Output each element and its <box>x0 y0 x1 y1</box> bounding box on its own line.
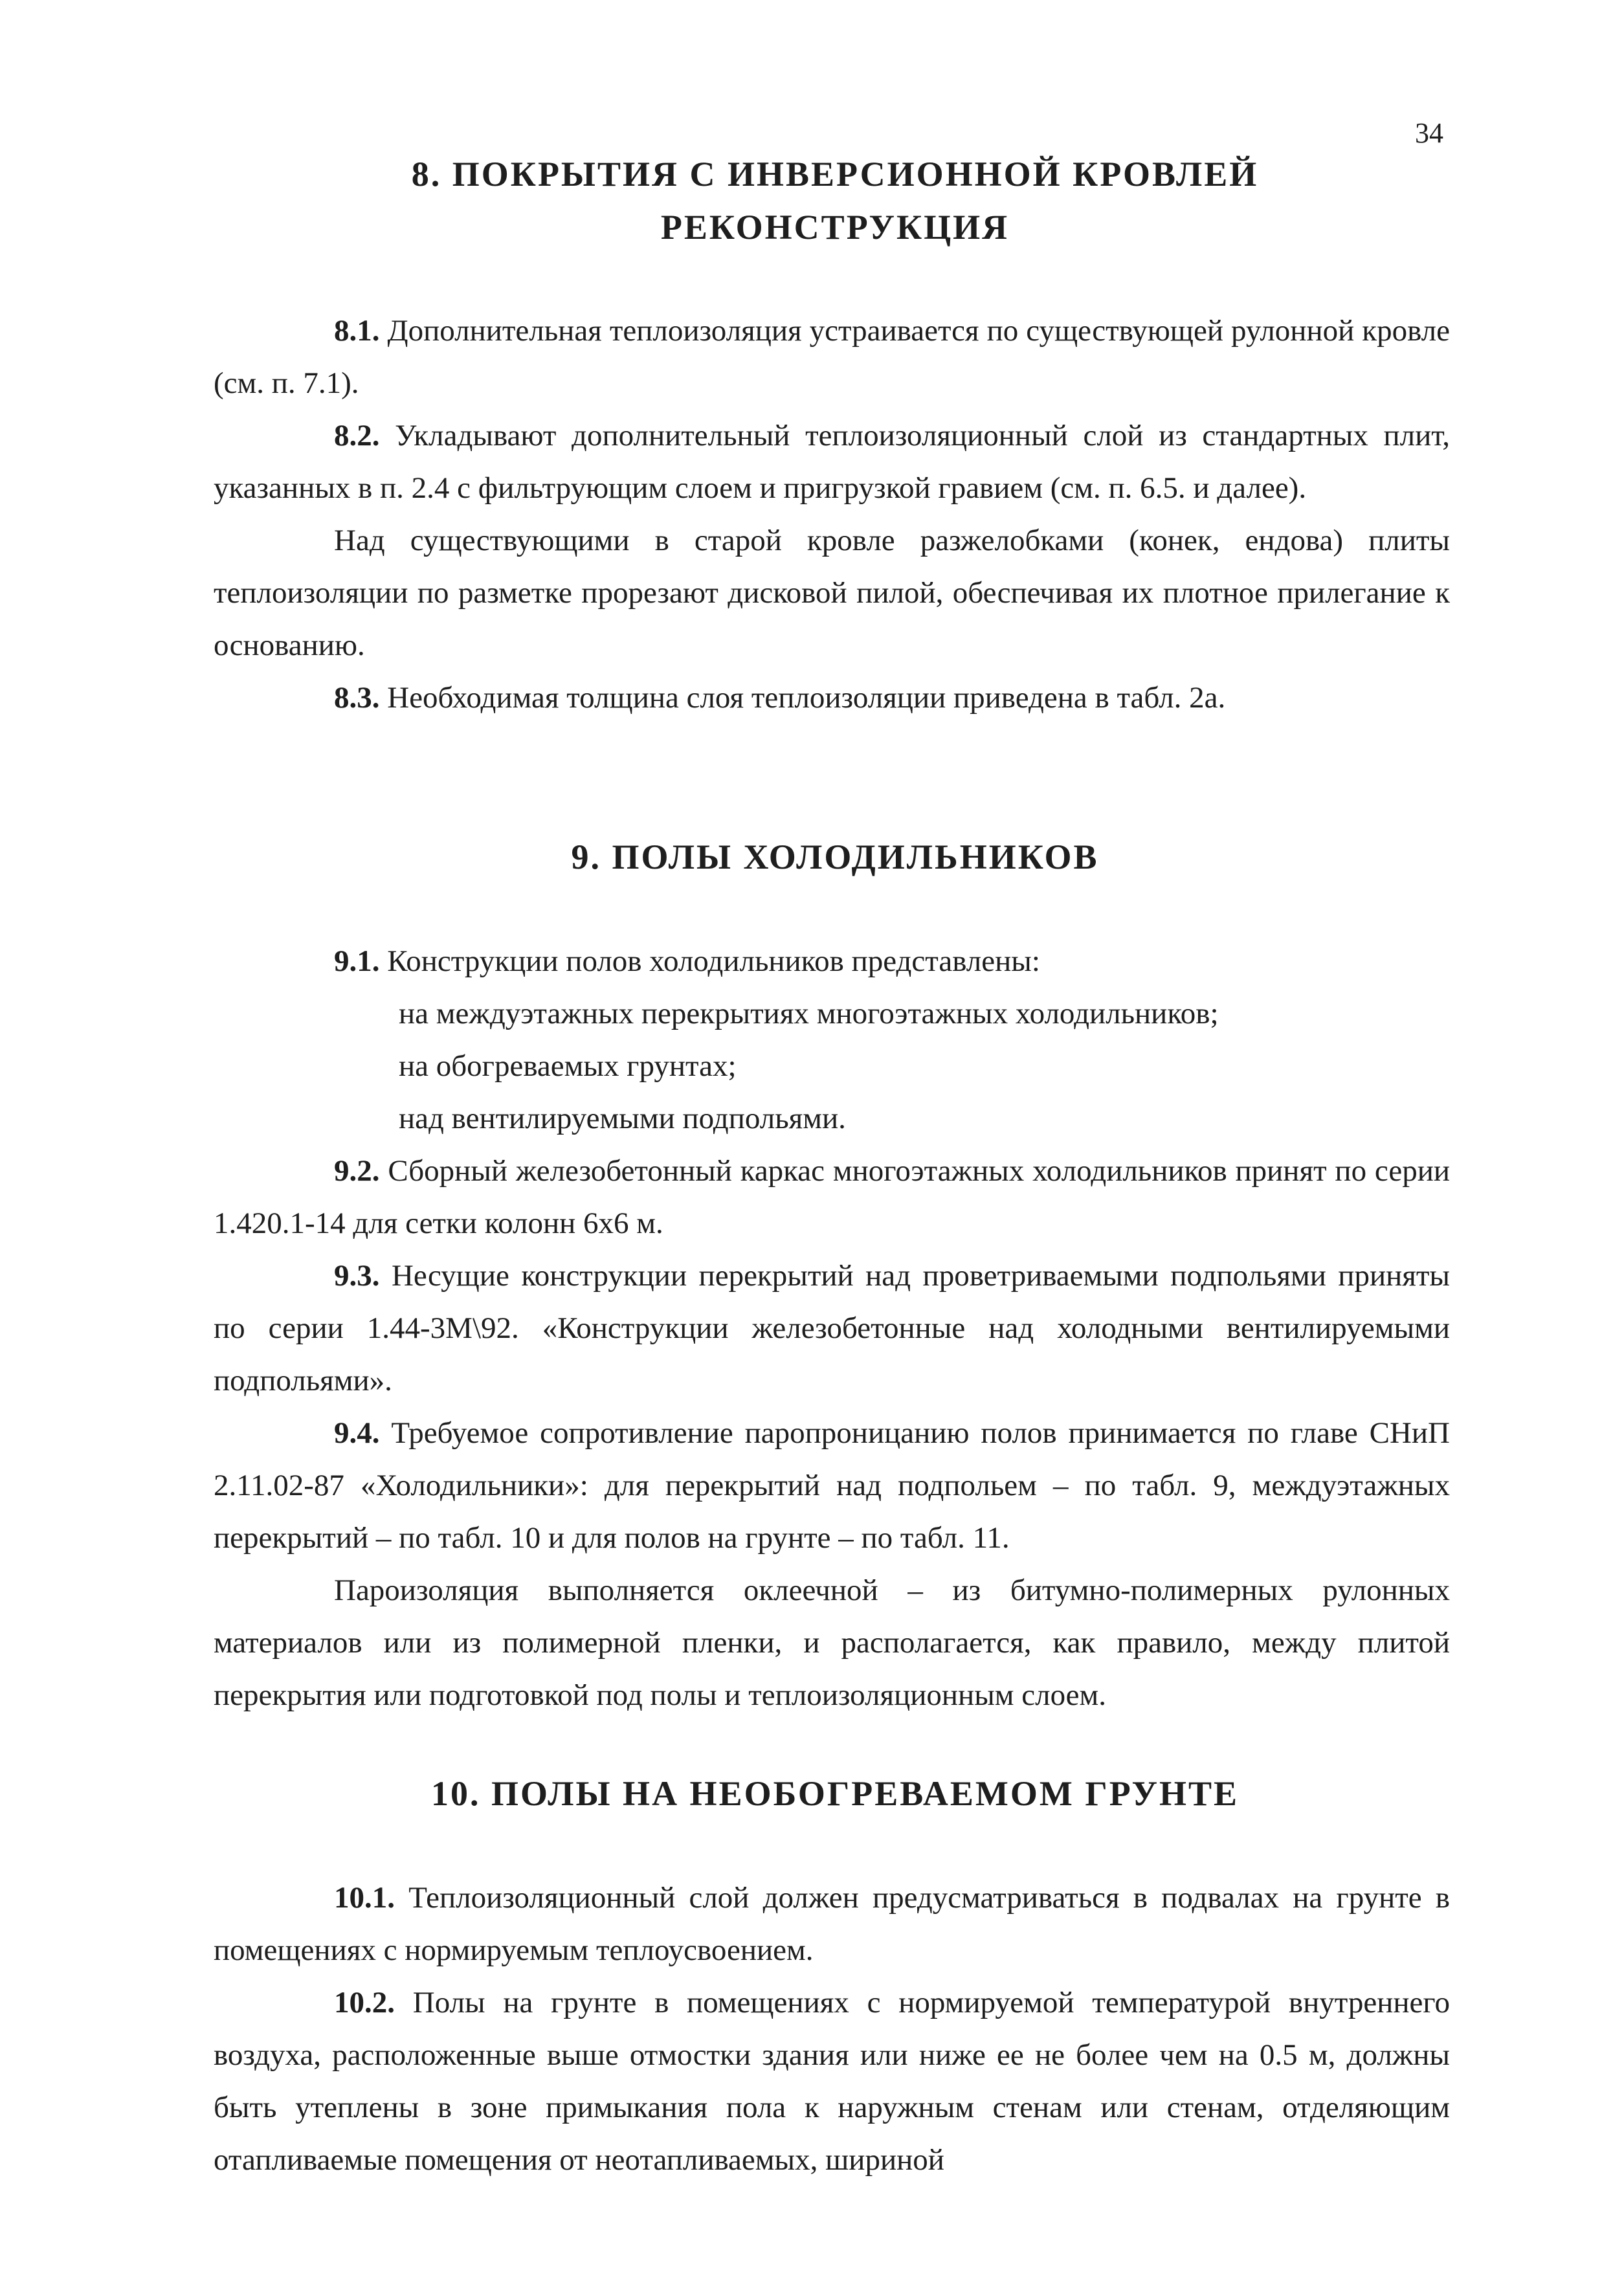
paragraph-9-1 <box>214 935 1450 988</box>
section-8-heading <box>214 148 1456 254</box>
paragraph-8-2-continued <box>214 515 1450 672</box>
paragraph-text: Несущие конструкции перекрытий над проветриваемыми подпольями приняты по серии 1.44-3М\92. «Конструкции железобетонные над холодными вентилируемыми подпольями». <box>214 1259 1451 1397</box>
paragraph-number: 8.1. <box>334 314 380 348</box>
section-8-title-line1: 8. ПОКРЫТИЯ С ИНВЕРСИОННОЙ КРОВЛЕЙ <box>411 155 1259 194</box>
paragraph-text: Укладывают дополнительный теплоизоляционный слой из стандартных плит, указанных в п. 2.4 с фильтрующим слоем и пригрузкой гравием (см. п. 6.5. и далее). <box>214 419 1451 505</box>
paragraph-number: 9.2. <box>334 1154 380 1188</box>
paragraph-10-1 <box>214 1872 1450 1977</box>
section-9-body <box>214 935 1450 1722</box>
section-10-heading: 10. ПОЛЫ НА НЕОБОГРЕВАЕМОМ ГРУНТЕ <box>430 1774 1240 1813</box>
paragraph-9-4 <box>214 1407 1450 1564</box>
paragraph-text: Требуемое сопротивление паропроницанию полов принимается по главе СНиП 2.11.02-87 «Холодильники»: для перекрытий над подпольем – по табл. 9, междуэтажных перекрытий – по табл. 10 и для полов на грунте – по табл. 11. <box>214 1416 1451 1555</box>
paragraph-text: Пароизоляция выполняется оклеечной – из битумно-полимерных рулонных материалов или из полимерной пленки, и располагается, как правило, между плитой перекрытия или подготовкой под полы и теплоизоляционным слоем. <box>214 1573 1450 1712</box>
list-item: над вентилируемыми подпольями. <box>399 1102 846 1135</box>
paragraph-text: Необходимая толщина слоя теплоизоляции приведена в табл. 2а. <box>387 681 1226 715</box>
list-item: на обогреваемых грунтах; <box>399 1049 737 1083</box>
paragraph-number: 8.3. <box>334 681 380 715</box>
page-number: 34 <box>1415 117 1443 149</box>
paragraph-text: Над существующими в старой кровле разжелобками (конек, ендова) плиты теплоизоляции по разметке прорезают дисковой пилой, обеспечивая их плотное прилегание к основанию. <box>214 524 1450 662</box>
paragraph-number: 8.2. <box>334 419 380 452</box>
paragraph-10-2 <box>214 1977 1450 2186</box>
paragraph-number: 9.1. <box>334 944 380 978</box>
section-9-heading: 9. ПОЛЫ ХОЛОДИЛЬНИКОВ <box>571 838 1099 876</box>
paragraph-text: Сборный железобетонный каркас многоэтажных холодильников принят по серии 1.420.1-14 для сетки колонн 6х6 м. <box>214 1154 1451 1240</box>
paragraph-number: 9.3. <box>334 1259 380 1293</box>
paragraph-number: 9.4. <box>334 1416 380 1450</box>
paragraph-9-3 <box>214 1250 1450 1407</box>
paragraph-text: Теплоизоляционный слой должен предусматриваться в подвалах на грунте в помещениях с нормируемым теплоусвоением. <box>214 1881 1450 1967</box>
paragraph-8-1 <box>214 305 1450 410</box>
list-item: на междуэтажных перекрытиях многоэтажных холодильников; <box>399 997 1219 1030</box>
paragraph-9-4-continued <box>214 1564 1450 1722</box>
paragraph-8-2 <box>214 410 1450 515</box>
paragraph-text: Полы на грунте в помещениях с нормируемой температурой внутреннего воздуха, расположенные выше отмостки здания или ниже ее не более чем на 0.5 м, должны быть утеплены в зоне примыкания пола к наружным стенам или стенам, отделяющим отапливаемые помещения от неотапливаемых, шириной <box>214 1986 1451 2177</box>
paragraph-text: Конструкции полов холодильников представлены: <box>387 944 1040 978</box>
paragraph-number: 10.1. <box>334 1881 395 1915</box>
section-10-body <box>214 1872 1450 2186</box>
section-8-body <box>214 305 1450 724</box>
paragraph-text: Дополнительная теплоизоляция устраивается по существующей рулонной кровле (см. п. 7.1). <box>214 314 1451 400</box>
paragraph-9-2 <box>214 1145 1450 1250</box>
paragraph-number: 10.2. <box>334 1986 395 2019</box>
paragraph-8-3 <box>214 672 1450 724</box>
section-8-title-line2: РЕКОНСТРУКЦИЯ <box>660 208 1010 247</box>
